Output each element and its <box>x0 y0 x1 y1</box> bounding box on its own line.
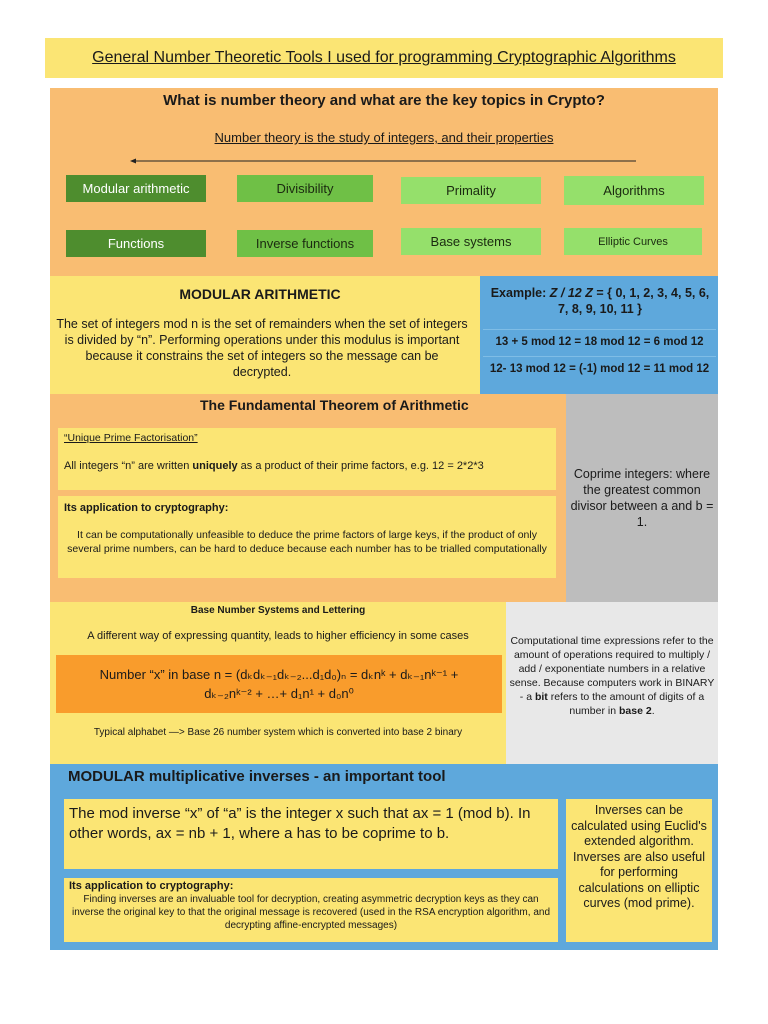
computational-text <box>508 634 716 718</box>
coprime-text: Coprime integers: where the greatest common divisor between a and b = 1. <box>570 467 714 529</box>
fundamental-application-body: It can be computationally unfeasible to deduce the prime factors of large keys, if the product of only several prime numbers, can be hard to deduce because each number has to be trialled computationally <box>67 529 547 555</box>
topic-algorithms: Algorithms <box>564 176 704 205</box>
base-heading: Base Number Systems and Lettering <box>190 605 366 616</box>
fundamental-application-label: Its application to cryptography: <box>64 502 229 514</box>
intro-definition-text: Number theory is the study of integers, and their properties <box>214 130 554 145</box>
upf-label: “Unique Prime Factorisation” <box>64 432 198 444</box>
base-formula-line-1: Number “x” in base n = (dₖdₖ₋₁dₖ₋₂...d₁d₀)ₙ = dₖnᵏ + dₖ₋₁nᵏ⁻¹ + <box>99 667 459 682</box>
topic-primality: Primality <box>401 177 541 204</box>
modular-heading: MODULAR ARITHMETIC <box>179 286 341 302</box>
intro-question: What is number theory and what are the key topics in Crypto? <box>163 92 605 109</box>
example-set-symbol: Z / 12 Z <box>549 286 593 300</box>
comp-base2: base 2 <box>618 705 652 717</box>
topic-modular-arithmetic: Modular arithmetic <box>66 175 206 202</box>
topic-elliptic-curves: Elliptic Curves <box>564 228 702 255</box>
comp-bit: bit <box>534 691 548 703</box>
fundamental-application-box <box>58 496 556 578</box>
upf-bold: uniquely <box>192 460 238 472</box>
inverse-application-box <box>64 878 558 942</box>
comp-mid: refers to the amount of digits of a number in <box>547 691 705 717</box>
inverse-definition: The mod inverse “x” of “a” is the integer x such that ax = 1 (mod b). In other words, ax = nb + 1, where a has to be coprime to b. <box>69 805 531 842</box>
base-alphabet: Typical alphabet —> Base 26 number system which is converted into base 2 binary <box>93 727 463 738</box>
topic-functions: Functions <box>66 230 206 257</box>
inverse-definition-box <box>64 799 558 869</box>
inverses-heading: MODULAR multiplicative inverses - an important tool <box>68 768 446 785</box>
example-set: = { 0, 1, 2, 3, 4, 5, 6, 7, 8, 9, 10, 11 } <box>557 286 710 316</box>
modular-body: The set of integers mod n is the set of remainders when the set of integers is divided by “n”. Performing operations under this modulus is important because it constrains the set of integers so the message can be decrypted. <box>56 317 468 379</box>
comp-post: . <box>651 705 655 717</box>
base-formula <box>56 665 502 703</box>
inverse-side-box <box>566 799 712 942</box>
page-title-text: General Number Theoretic Tools I used for programming Cryptographic Algorithms <box>92 49 676 66</box>
left-arrow-icon <box>130 158 638 164</box>
inverse-side-text: Inverses can be calculated using Euclid's extended algorithm. Inverses are also useful for performing calculations on elliptic curves (mod prime). <box>571 803 707 910</box>
example-text <box>484 285 716 317</box>
topic-inverse-functions: Inverse functions <box>237 230 373 257</box>
fundamental-heading: The Fundamental Theorem of Arithmetic <box>200 397 469 413</box>
example-equation-1: 13 + 5 mod 12 = 18 mod 12 = 6 mod 12 <box>483 329 716 353</box>
base-intro: A different way of expressing quantity, leads to higher efficiency in some cases <box>87 630 469 642</box>
topic-divisibility: Divisibility <box>237 175 373 202</box>
example-label: Example: <box>490 286 547 300</box>
inverse-application-label: Its application to cryptography: <box>69 880 234 892</box>
inverse-application-body: Finding inverses are an invaluable tool for decryption, creating asymmetric decryption keys as they can inverse the original key to that the original message is recovered (used in the RSA encryption algorithm, and decrypting affine-encrypted messages) <box>71 894 551 931</box>
upf-post: as a product of their prime factors, e.g. 12 = 2*2*3 <box>237 460 484 472</box>
base-formula-box <box>56 655 502 713</box>
upf-text <box>64 460 550 472</box>
page-title <box>45 38 723 78</box>
upf-box <box>58 428 556 490</box>
intro-definition <box>50 130 718 145</box>
topic-base-systems: Base systems <box>401 228 541 255</box>
upf-pre: All integers “n” are written <box>64 460 193 472</box>
base-formula-line-2: dₖ₋₂nᵏ⁻² + …+ d₁n¹ + d₀n⁰ <box>204 686 354 701</box>
example-equation-2: 12- 13 mod 12 = (-1) mod 12 = 11 mod 12 <box>483 356 716 380</box>
comp-pre: Computational time expressions refer to the amount of operations required to multiply / add / exponentiate numbers in a relative sense. Because computers work in BINARY - a <box>509 635 715 703</box>
